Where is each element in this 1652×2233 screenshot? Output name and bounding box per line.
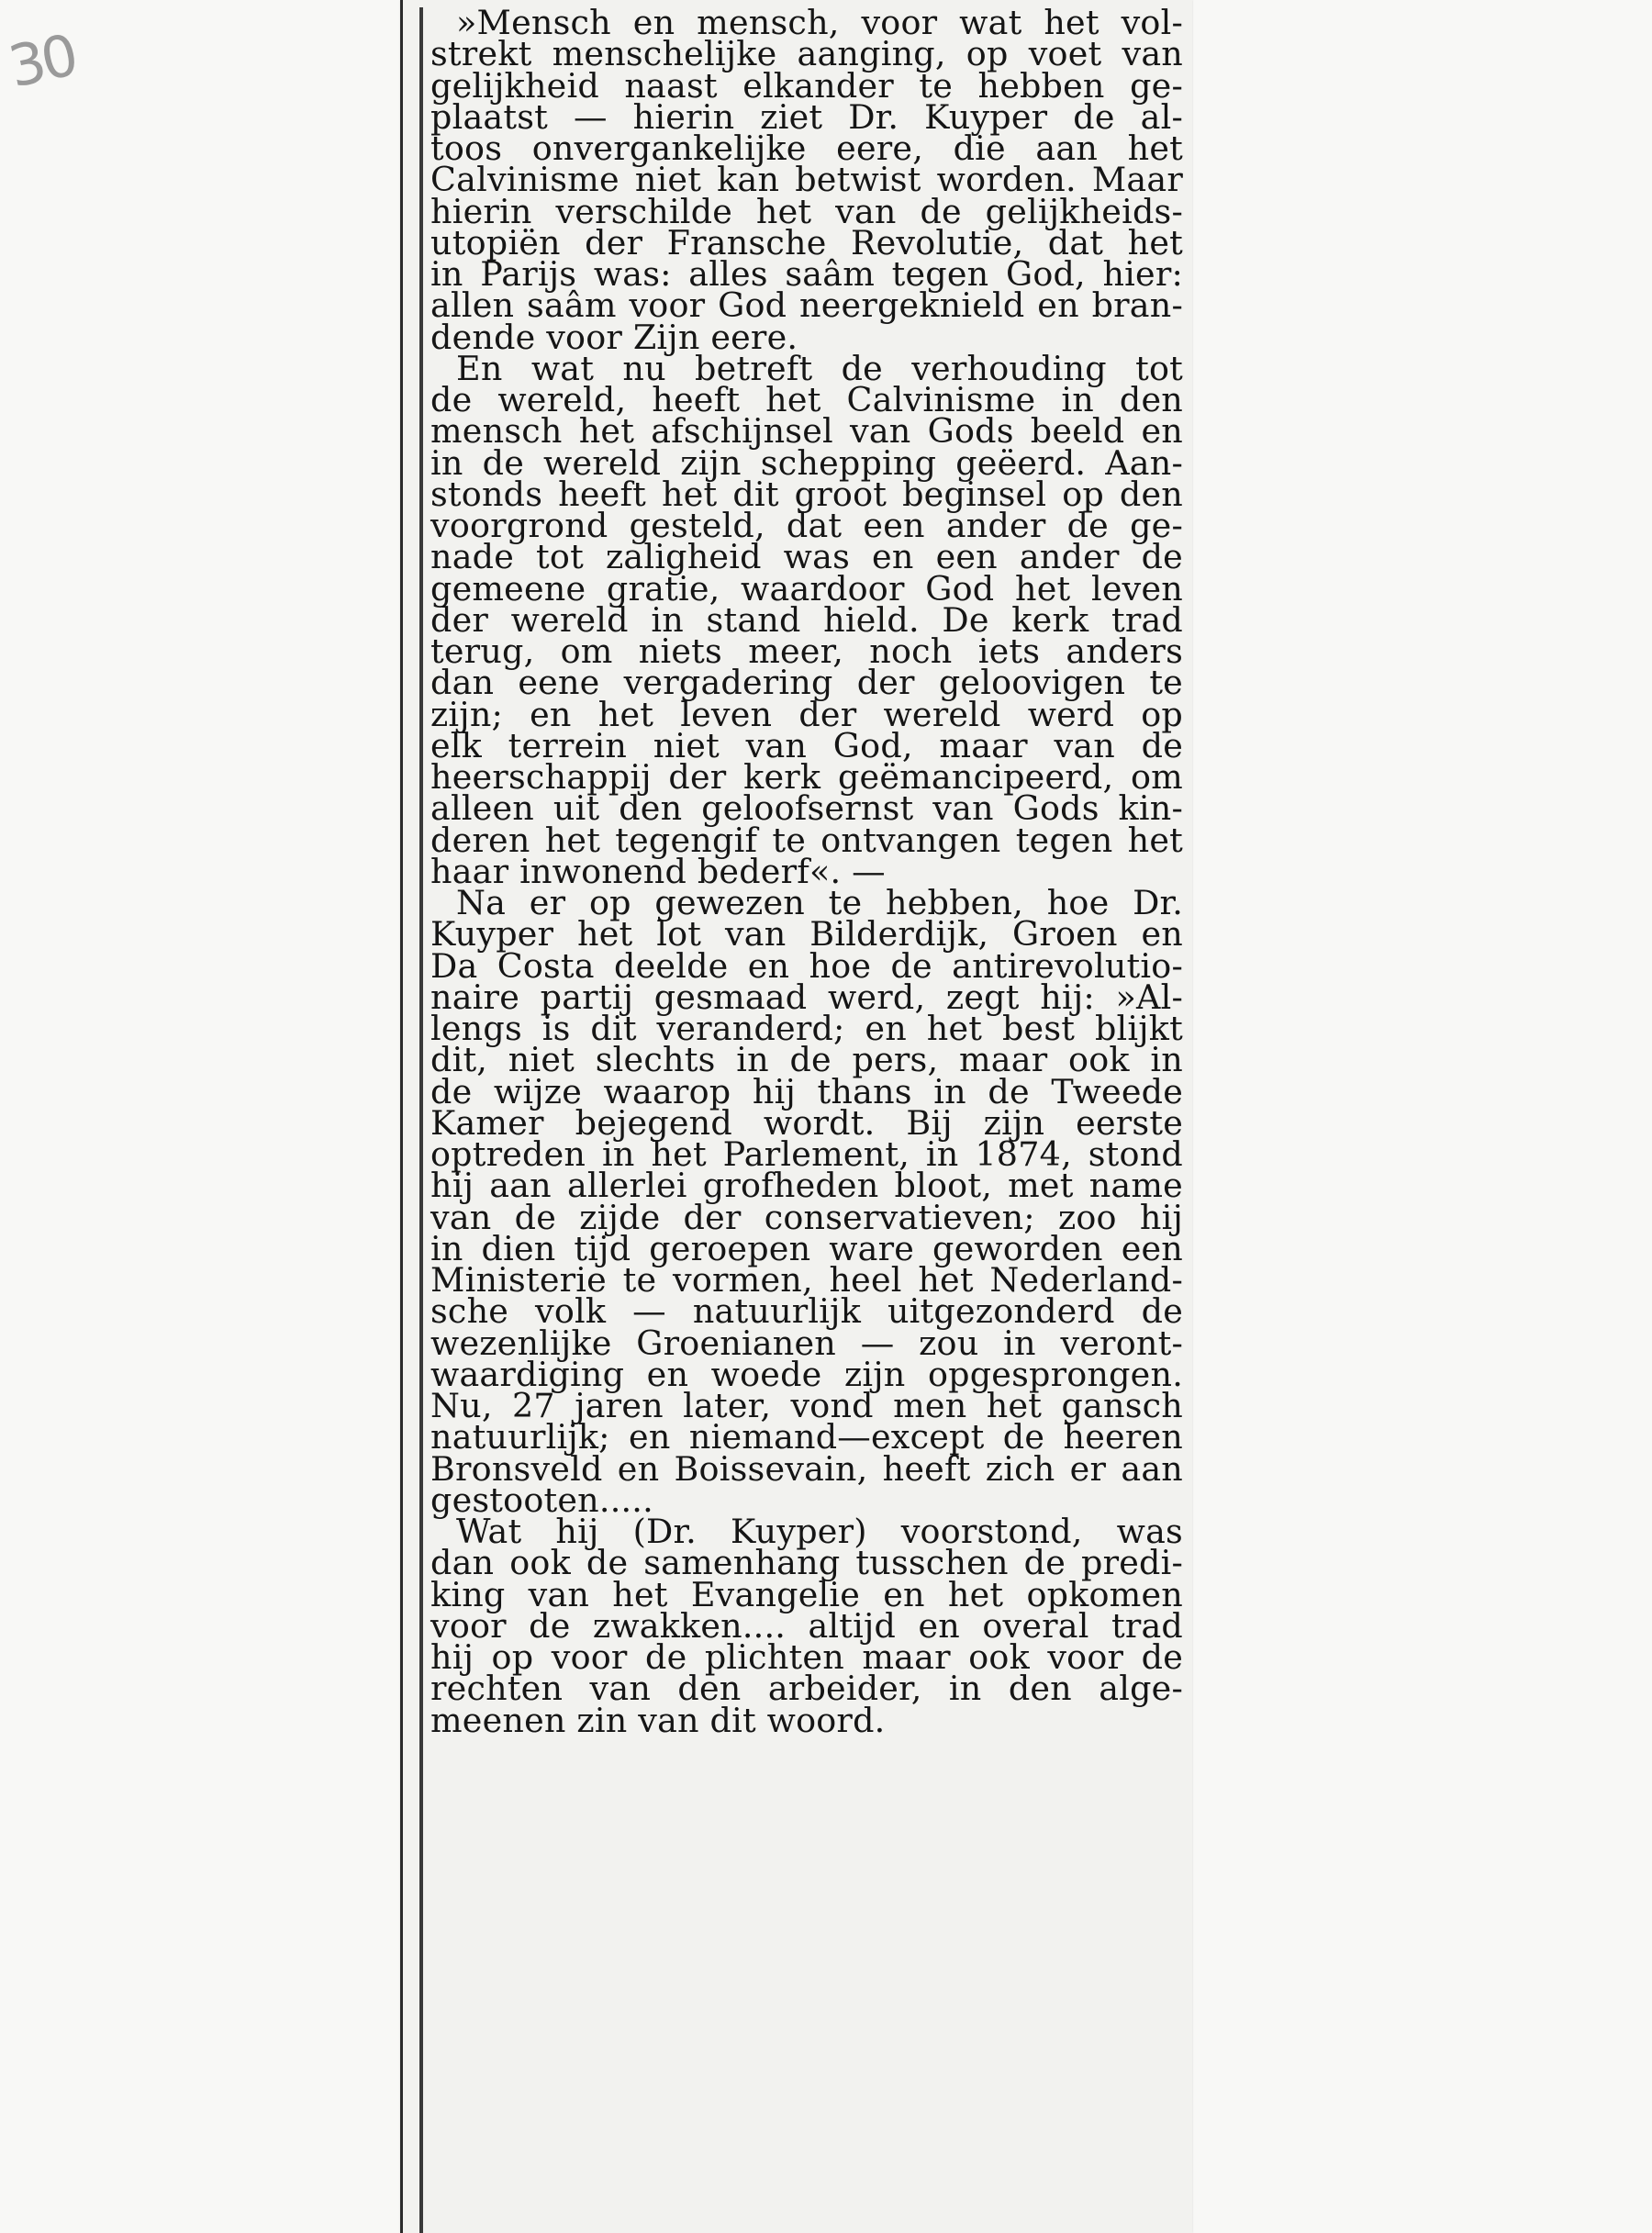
- text-line: de wereld, heeft het Calvinisme in den: [430, 380, 1183, 419]
- text-line: Kamer bejegend wordt. Bij zijn eerste: [430, 1102, 1183, 1143]
- text-line: dende voor Zijn eere.: [430, 317, 798, 357]
- text-line: voorgrond gesteld, dat een ander de ge-: [430, 506, 1183, 545]
- text-line: hierin verschilde het van de gelijkheids-: [430, 191, 1183, 231]
- text-line: »Mensch en mensch, voor wat het vol-: [456, 3, 1183, 42]
- text-line: Kuyper het lot van Bilderdijk, Groen en: [430, 914, 1183, 955]
- text-line: hij aan allerlei grofheden bloot, met name: [430, 1166, 1183, 1206]
- text-line: Nu, 27 jaren later, vond men het gansch: [430, 1386, 1183, 1425]
- text-line: natuurlijk; en niemand—except de heeren: [430, 1417, 1183, 1457]
- text-line: haar inwonend bederf«. —: [430, 851, 886, 891]
- text-line: allen saâm voor God neergeknield en bran-: [430, 285, 1183, 326]
- text-line: utopiën der Fransche Revolutie, dat het: [430, 222, 1183, 262]
- text-line: alleen uit den geloofsernst van Gods kin-: [430, 788, 1183, 829]
- text-line: gemeene gratie, waardoor God het leven: [430, 568, 1183, 608]
- text-line: van de zijde der conservatieven; zoo hij: [430, 1197, 1183, 1237]
- text-line: king van het Evangelie en het opkomen: [430, 1574, 1183, 1614]
- text-line: voor de zwakken.... altijd en overal trad: [430, 1605, 1183, 1646]
- text-line: waardiging en woede zijn opgesprongen.: [430, 1354, 1183, 1394]
- text-line: sche volk — natuurlijk uitgezonderd de: [430, 1291, 1183, 1332]
- text-line: in de wereld zijn schepping geëerd. Aan-: [430, 442, 1183, 483]
- text-line: wezenlijke Groenianen — zou in veront-: [430, 1323, 1183, 1363]
- text-line: mensch het afschijnsel van Gods beeld en: [430, 411, 1183, 452]
- newspaper-clipping: [400, 0, 1192, 2233]
- article-paragraph: [430, 1512, 1183, 1740]
- text-line: deren het tegengif te ontvangen tegen het: [430, 820, 1183, 860]
- text-line: En wat nu betreft de verhouding tot: [456, 348, 1183, 388]
- text-line: gelijkheid naast elkander te hebben ge-: [430, 65, 1183, 106]
- text-line: rechten van den arbeider, in den alge-: [430, 1669, 1183, 1709]
- text-line: stonds heeft het dit groot beginsel op den: [430, 474, 1183, 514]
- text-line: gestooten.....: [430, 1479, 653, 1520]
- text-line: strekt menschelijke aanging, op voet van: [430, 34, 1183, 74]
- text-line: Ministerie te vormen, heel het Nederland-: [430, 1260, 1183, 1300]
- text-line: meenen zin van dit woord.: [430, 1700, 886, 1740]
- article-paragraph: [430, 348, 1183, 891]
- text-line: lengs is dit veranderd; en het best blijkt: [430, 1009, 1183, 1048]
- text-line: elk terrein niet van God, maar van de: [430, 725, 1183, 765]
- article-paragraph: [430, 883, 1183, 1520]
- text-line: in Parijs was: alles saâm tegen God, hier:: [430, 254, 1183, 294]
- text-line: in dien tijd geroepen ware geworden een: [430, 1228, 1183, 1268]
- column-rule: [419, 7, 423, 2233]
- text-line: de wijze waarop hij thans in de Tweede: [430, 1071, 1183, 1111]
- text-line: Wat hij (Dr. Kuyper) voorstond, was: [456, 1512, 1183, 1551]
- text-line: hij op voor de plichten maar ook voor de: [430, 1637, 1183, 1677]
- text-line: Na er op gewezen te hebben, hoe Dr.: [456, 883, 1183, 922]
- article-column: [430, 3, 1183, 1740]
- text-line: nade tot zaligheid was en een ander de: [430, 537, 1183, 577]
- text-line: terug, om niets meer, noch iets anders: [430, 631, 1183, 671]
- text-line: der wereld in stand hield. De kerk trad: [430, 599, 1183, 640]
- text-line: naire partij gesmaad werd, zegt hij: »Al-: [430, 977, 1183, 1017]
- text-line: plaatst — hierin ziet Dr. Kuyper de al-: [430, 96, 1183, 137]
- text-line: heerschappij der kerk geëmancipeerd, om: [430, 757, 1183, 797]
- page-number: 30: [3, 21, 81, 101]
- text-line: dan ook de samenhang tusschen de predi-: [430, 1543, 1183, 1583]
- text-line: dit, niet slechts in de pers, maar ook in: [430, 1040, 1183, 1080]
- text-line: zijn; en het leven der wereld werd op: [430, 694, 1183, 734]
- text-line: optreden in het Parlement, in 1874, stond: [430, 1134, 1183, 1174]
- article-paragraph: [430, 3, 1183, 357]
- text-line: toos onvergankelijke eere, die aan het: [430, 128, 1183, 168]
- text-line: dan eene vergadering der geloovigen te: [430, 663, 1183, 703]
- text-line: Da Costa deelde en hoe de antirevolutio-: [430, 945, 1183, 986]
- text-line: Bronsveld en Boissevain, heeft zich er aan: [430, 1448, 1183, 1489]
- text-line: Calvinisme niet kan betwist worden. Maar: [430, 160, 1183, 200]
